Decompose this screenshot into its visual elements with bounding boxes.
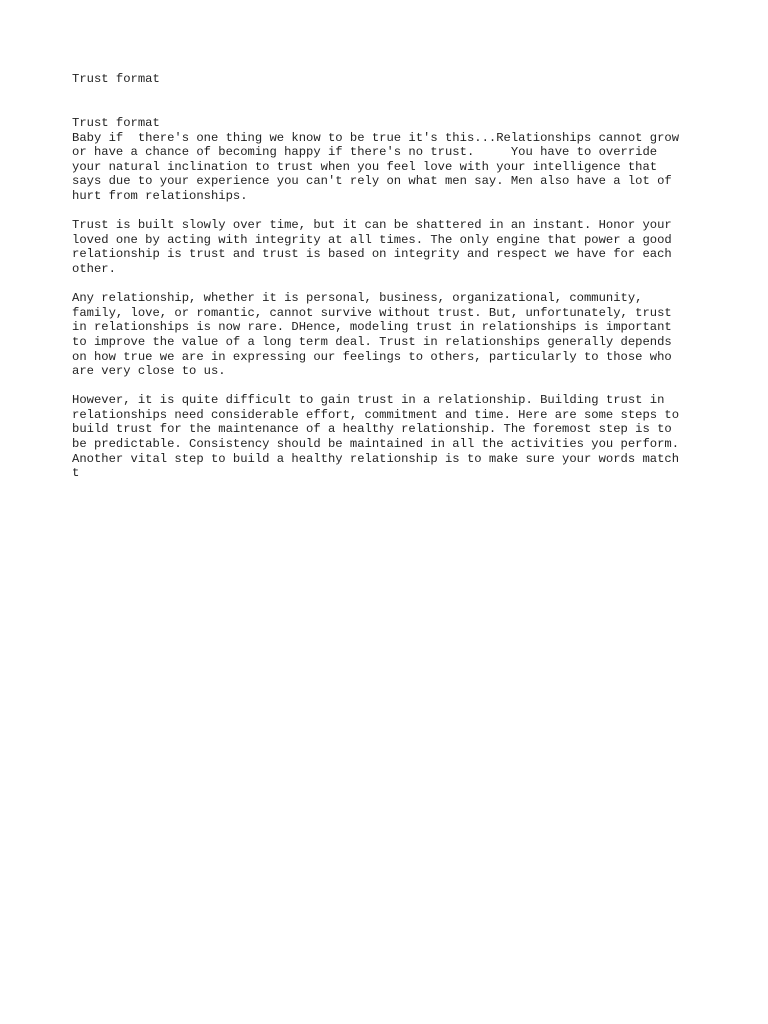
paragraph-3: Any relationship, whether it is personal, business, organizational, community, family, love, or romantic, cannot survive without trust. But, unfortunately, trust in relationships is now rare. DHence, modeling trust in relationships is important to improve the value of a long term deal. Trust in relationships generally depends on how true we are in expressing our feelings to others, particularly to those who are very close to us. bbox=[72, 291, 672, 379]
paragraph-2: Trust is built slowly over time, but it can be shattered in an instant. Honor your loved one by acting with integrity at all times. The only engine that power a good relationship is trust and trust is based on integrity and respect we have for each other. bbox=[72, 218, 672, 276]
document-body bbox=[72, 116, 712, 481]
header-title: Trust format bbox=[72, 72, 160, 86]
paragraph-4: However, it is quite difficult to gain trust in a relationship. Building trust in relationships need considerable effort, commitment and time. Here are some steps to build trust for the maintenance of a healthy relationship. The foremost step is to be predictable. Consistency should be maintained in all the activities you perform. Another vital step to build a healthy relationship is to make sure your words match t bbox=[72, 393, 680, 481]
paragraph-1: Baby if there's one thing we know to be true it's this...Relationships cannot grow or have a chance of becoming happy if there's no trust. You have to override your natural inclination to trust when you feel love with your intelligence that says due to your experience you can't rely on what men say. Men also have a lot of hurt from relationships. bbox=[72, 130, 680, 203]
body-title: Trust format bbox=[72, 116, 160, 130]
